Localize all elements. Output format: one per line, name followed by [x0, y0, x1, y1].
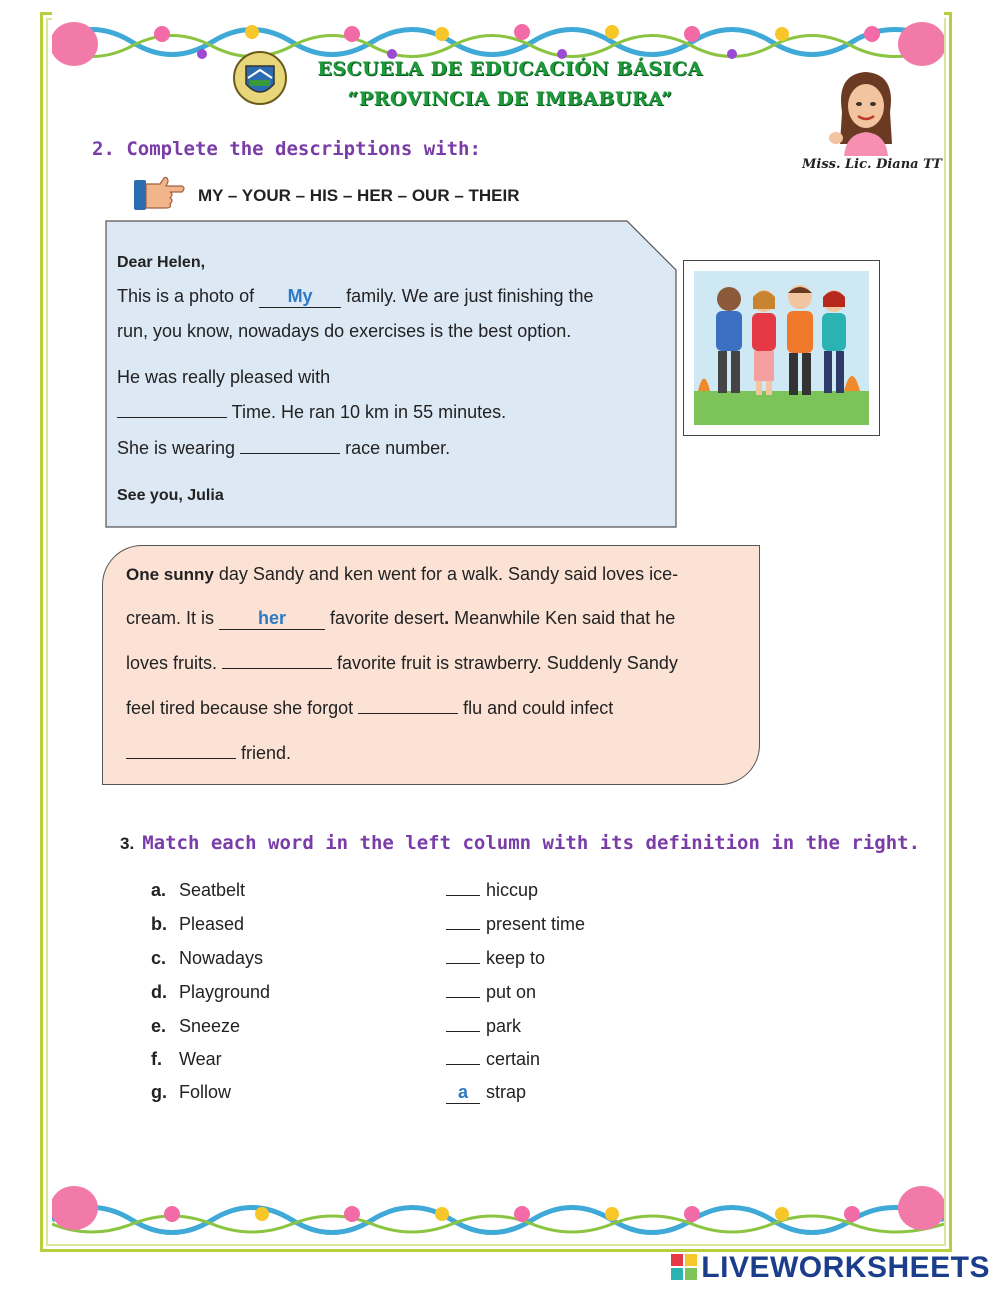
school-name-line1: ESCUELA DE EDUCACIÓN BÁSICA — [317, 58, 703, 80]
letter-line-4: Time. He ran 10 km in 55 minutes. — [117, 402, 506, 423]
match-answer-5[interactable] — [446, 1031, 480, 1032]
blank-7[interactable] — [126, 758, 236, 759]
story-line-1: One sunny day Sandy and ken went for a walk. Sandy said loves ice- — [126, 564, 679, 584]
match-right-6: certain — [446, 1049, 540, 1070]
match-left-g: g. Follow — [151, 1082, 232, 1102]
liveworksheets-logo-icon — [671, 1254, 697, 1280]
blank-3[interactable] — [240, 453, 340, 454]
match-right-5: park — [446, 1016, 521, 1037]
friends-photo — [683, 260, 880, 436]
blank-1-answer[interactable]: My — [259, 286, 341, 308]
blank-2[interactable] — [117, 417, 227, 418]
letter-line-5: She is wearing race number. — [117, 438, 451, 458]
letter-signoff: See you, Julia — [117, 487, 224, 504]
blank-4-answer[interactable]: her — [219, 608, 325, 630]
match-right-3: keep to — [446, 948, 545, 969]
match-left-e: e. Sneeze — [151, 1016, 241, 1036]
blank-5[interactable] — [222, 668, 332, 669]
match-left-c: c. Nowadays — [151, 948, 264, 968]
match-answer-1[interactable] — [446, 895, 480, 896]
match-answer-6[interactable] — [446, 1064, 480, 1065]
pronoun-word-bank: MY – YOUR – HIS – HER – OUR – THEIR — [198, 186, 520, 205]
match-right-7: a strap — [446, 1082, 526, 1104]
teacher-signature: Miss. Lic. Diana TT — [802, 157, 942, 172]
school-name-line2: “PROVINCIA DE IMBABURA” — [347, 88, 673, 110]
match-answer-2[interactable] — [446, 929, 480, 930]
teacher-avatar — [822, 64, 910, 156]
match-right-1: hiccup — [446, 880, 538, 901]
section3-title: 3. Match each word in the left column with its definition in the right. — [120, 832, 921, 854]
story-line-5: friend. — [126, 743, 291, 764]
blank-6[interactable] — [358, 713, 458, 714]
match-left-f: f. Wear — [151, 1049, 222, 1069]
match-answer-7[interactable]: a — [446, 1082, 480, 1104]
match-answer-3[interactable] — [446, 963, 480, 964]
story-line-2: cream. It is her favorite desert. Meanwhile Ken said that he — [126, 608, 676, 628]
match-right-4: put on — [446, 982, 536, 1003]
letter-line-3: He was really pleased with — [117, 367, 331, 387]
letter-line-1: This is a photo of My family. We are just finishing the — [117, 286, 594, 306]
section2-title: 2. Complete the descriptions with: — [92, 138, 481, 160]
match-left-a: a. Seatbelt — [151, 880, 246, 900]
pointing-hand-icon — [130, 172, 186, 214]
match-left-b: b. Pleased — [151, 914, 245, 934]
match-answer-4[interactable] — [446, 997, 480, 998]
bottom-floral-border — [52, 1180, 944, 1240]
match-left-d: d. Playground — [151, 982, 271, 1002]
liveworksheets-logo[interactable]: LIVEWORKSHEETS — [671, 1251, 990, 1285]
letter-greeting: Dear Helen, — [117, 254, 206, 271]
story-line-3: loves fruits. favorite fruit is strawberry. Suddenly Sandy — [126, 653, 678, 673]
letter-line-2: run, you know, nowadays do exercises is the best option. — [117, 321, 572, 341]
match-right-2: present time — [446, 914, 585, 935]
story-line-4: feel tired because she forgot flu and could infect — [126, 698, 614, 718]
